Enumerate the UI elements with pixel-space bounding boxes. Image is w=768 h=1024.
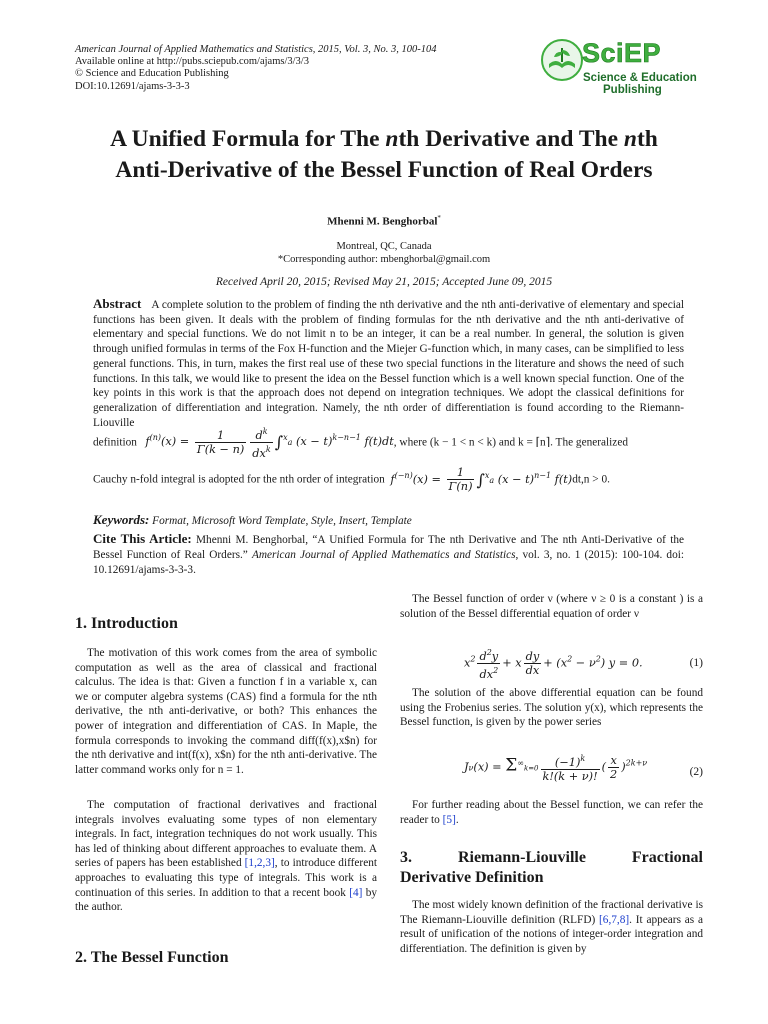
author-name: Mhenni M. Benghorbal* <box>327 214 441 228</box>
keywords-heading: Keywords: <box>93 512 150 527</box>
copyright-line: © Science and Education Publishing <box>75 68 229 80</box>
book-icon <box>540 38 584 82</box>
keywords-values: Format, Microsoft Word Template, Style, Insert, Template <box>152 515 412 527</box>
equation-number-1: (1) <box>689 657 703 669</box>
title-line-2: Anti-Derivative of the Bessel Function of Real Orders <box>115 157 653 183</box>
author-affiliation <box>0 241 768 266</box>
bessel-ode: $x^2$ $\frac{d^2y}{dx^2}$ + x $\frac{dy}{dx}$ + $(x^2 - \nu^2) y = 0$. <box>464 648 643 681</box>
cauchy-tail: dt,n > 0. <box>572 473 610 486</box>
section-heading-introduction: 1. Introduction <box>75 615 178 632</box>
cite-heading: Cite This Article: <box>93 531 192 546</box>
logo-wordmark: SciEP <box>582 38 662 68</box>
bessel-heading-block <box>75 948 377 968</box>
rl-formula: $f^{(n)}(x)$ = $\frac{1}{\Gamma(k - n)}$ $\frac{d^k}{dx^k}$ ∫$^x$a $(x - t)^{k-n-1}$ f(t)dt <box>145 427 394 460</box>
available-online[interactable]: Available online at http://pubs.sciepub.com/ajams/3/3/3 <box>75 56 309 68</box>
rl-heading-line-1: 3. Riemann-Liouville Fractional <box>400 849 703 866</box>
author-location: Montreal, QC, Canada <box>336 241 432 252</box>
rl-definition-formula-line <box>93 425 684 461</box>
cauchy-text: Cauchy n-fold integral is adopted for the nth order of integration <box>93 473 385 486</box>
logo-tagline: Science & Education <box>583 72 697 84</box>
citation-link-1-2-3[interactable]: [1,2,3] <box>244 857 275 870</box>
cite-this-article <box>93 531 684 578</box>
citation-link-4[interactable]: [4] <box>349 886 363 899</box>
cite-text-a: Mhenni M. Benghorbal, “A Unified Formula for The nth Derivative and The nth Anti-Derivative of the Bessel Function of Real Orders.” <box>93 534 684 561</box>
citation-link-6-7-8[interactable]: [6,7,8] <box>599 913 630 926</box>
rl-heading-line-2: Derivative Definition <box>400 869 544 886</box>
bessel-paragraph-2: The solution of the above differential equation can be found using the Frobenius series. The solution y(x), which represents the Bessel function, is given by the power series <box>400 687 703 729</box>
equation-1 <box>400 642 703 684</box>
equation-number-2: (2) <box>689 766 703 778</box>
bessel-paragraph-3: For further reading about the Bessel function, we can refer the reader to [5]. <box>400 799 703 826</box>
intro-paragraph-1: The motivation of this work comes from the area of symbolic computation as well as the area of classical and fractional calculus. The idea is that: Given a function f in a variable x, can we or computer algebra systems (CAS) find a formula for the nth derivative, the nth anti-derivative, or both? This enhances the power of integration and differentiation of CAS. In Maple, the formula corresponds to invoking the command diff(f(x),x$n) for the nth derivative and int(f(x), x$n) for the nth anti-derivative. The latter command works only for n = 1. <box>75 647 377 776</box>
paper-title <box>40 124 728 186</box>
cite-journal: American Journal of Applied Mathematics and Statistics <box>251 549 516 561</box>
logo-tagline-2: Publishing <box>603 84 662 96</box>
definition-word: definition <box>93 436 137 449</box>
journal-line: American Journal of Applied Mathematics and Statistics, 2015, Vol. 3, No. 3, 100-104 <box>75 44 437 55</box>
corresponding-author: *Corresponding author: mbenghorbal@gmail.com <box>277 253 491 265</box>
journal-header <box>75 44 436 93</box>
keywords <box>93 512 412 528</box>
bessel-series: Jν(x) = Σ∞k=0 $\frac{(-1)^k}{k!(k + \nu)!}$ ( $\frac{x}{2}$ )$^{2k+\nu}$ <box>464 753 648 783</box>
title-line-1: A Unified Formula for The nth Derivative and The nth <box>110 126 658 152</box>
abstract-heading: Abstract <box>93 296 142 311</box>
doi-line: DOI:10.12691/ajams-3-3-3 <box>75 80 190 92</box>
cauchy-formula-line <box>93 466 684 496</box>
section-heading-bessel: 2. The Bessel Function <box>75 949 229 966</box>
rl-paragraph: The most widely known definition of the fractional derivative is The Riemann-Liouville definition (RLFD) [6,7,8]. It appears as a result of unification of the notions of integer-order integration and differentiation. The definition is given by <box>400 899 703 955</box>
citation-link-5[interactable]: [5] <box>442 813 456 826</box>
abstract <box>93 297 684 430</box>
publisher-logo <box>540 38 700 98</box>
cite-text-b: , vol. 3, no. 1 (2015): 100-104. doi: 10.12691/ajams-3-3-3. <box>93 549 685 576</box>
cauchy-formula: $f^{(-n)}(x)$ = $\frac{1}{\Gamma(n)}$ ∫$^x$a $(x - t)^{n-1}$ f(t) <box>390 466 573 493</box>
section-heading-riemann-liouville <box>400 848 703 888</box>
equation-2 <box>400 750 703 794</box>
publication-dates: Received April 20, 2015; Revised May 21, 2015; Accepted June 09, 2015 <box>215 276 553 288</box>
bessel-paragraph-1: The Bessel function of order ν (where ν ≥ 0 is a constant ) is a solution of the Bessel differential equation of order ν <box>400 593 703 620</box>
intro-heading-block <box>75 614 377 634</box>
where-clause: , where (k − 1 < n < k) and k = ⌈n⌉. The generalized <box>393 436 628 449</box>
intro-paragraph-2: The computation of fractional derivatives and fractional integrals involves evaluating some types of non elementary integrals. In fact, integration techniques do not work usually. This has led of thinking about different approaches to evaluate them. A series of papers has been established [1,2,3], to introduce different approaches to evaluating this type of integrals. This work is a continuation of this series. In addition to that a recent book [4] by the author. <box>75 799 378 914</box>
abstract-text: A complete solution to the problem of finding the nth derivative and the nth anti-derivative of elementary and special functions has been given. It deals with the problem of finding formulas for the nth derivative and the nth anti-derivative of elementary and special functions. We do not limit n to be an integer, it can be a real number. In general, the solution is given through unified formulas in terms of the Fox H-function and the Miejer G-function which, in many cases, can be simplified to less general functions. This, in turn, makes the first real use of these two special functions in the literature and shows the need of such functions. In this talk, we would like to present the idea on the Bessel function which is a well known special function. One of the key points in this work is that the approach does not depend on integration techniques. We adopt the classical definitions for generalization of differentiation and integration. Namely, the nth order of differentiation is found according to the Riemann-Liouville <box>93 299 684 429</box>
